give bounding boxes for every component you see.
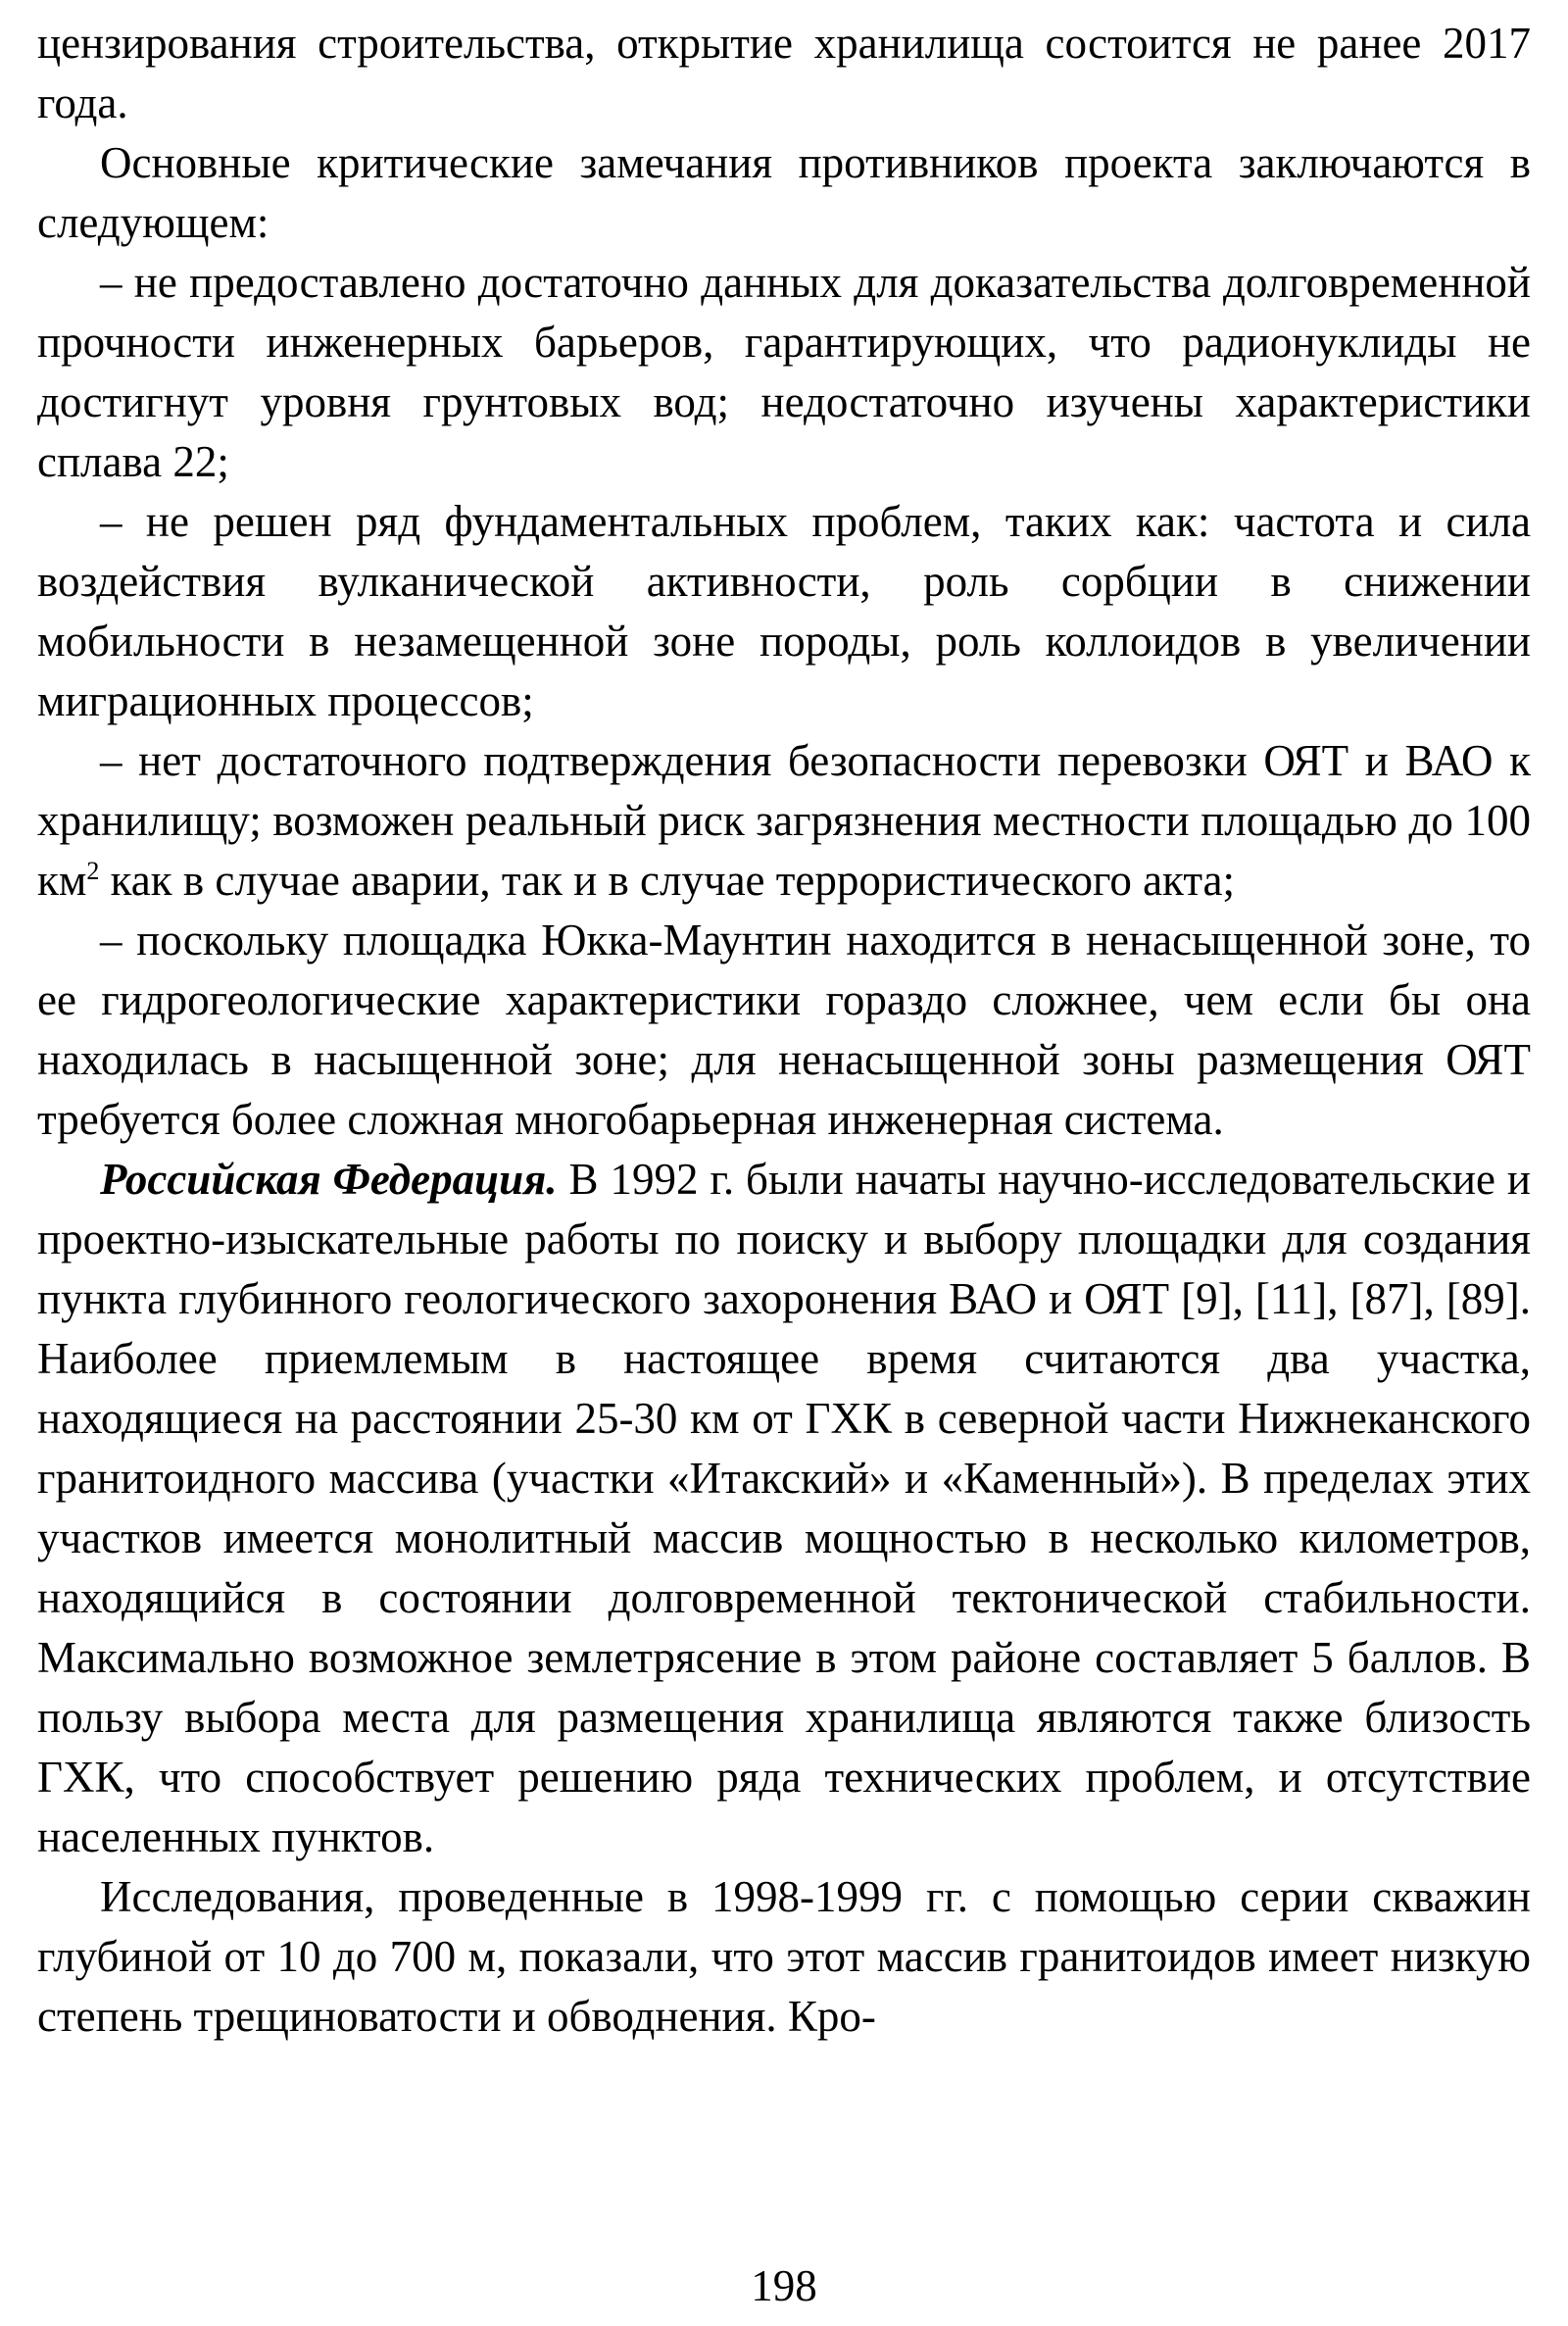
paragraph-text: – не решен ряд фундаментальных проблем, таких как: частота и сила воздействия вулканической активности, роль сорбции в снижении мобильности в незамещенной зоне породы, роль коллоидов в увеличении миграционных процессов; — [37, 497, 1531, 725]
paragraph-text: В 1992 г. были начаты научно-исследовательские и проектно-изыскательные работы по поиску и выбору площадки для создания пункта глубинного геологического захоронения ВАО и ОЯТ [9], [11], [87], [89]. Наиболее приемлемым в настоящее время считаются два участка, находящиеся на расстоянии 25-30 км от ГХК в северной части Нижнеканского гранитоидного массива (участки «Итакский» и «Каменный»). В пределах этих участков имеется монолитный массив мощностью в несколько километров, находящийся в состоянии долговременной тектонической стабильности. Максимально возможное землетрясение в этом районе составляет 5 баллов. В пользу выбора места для размещения хранилища являются также близость ГХК, что способствует решению ряда технических проблем, и отсутствие населенных пунктов. — [37, 1155, 1531, 1861]
section-lead-heading: Российская Федерация. — [100, 1155, 558, 1204]
paragraph-text: Исследования, проведенные в 1998-1999 гг. с помощью серии скважин глубиной от 10 до 700 м, показали, что этот массив гранитоидов имеет низкую степень трещиноватости и обводнения. Кро- — [37, 1872, 1531, 2041]
document-page — [37, 14, 1531, 2047]
paragraph-continuation — [37, 14, 1531, 133]
list-item-unsaturated-zone — [37, 911, 1531, 1150]
list-item-transport-safety — [37, 731, 1531, 911]
paragraph-text: Основные критические замечания противников проекта заключаются в следующем: — [37, 138, 1531, 247]
paragraph-research — [37, 1867, 1531, 2047]
list-item-fundamental-problems — [37, 492, 1531, 731]
superscript-exponent: 2 — [86, 857, 100, 885]
paragraph-text-before-superscript: – нет достаточного подтверждения безопасности перевозки ОЯТ и ВАО к хранилищу; возможен реальный риск загрязнения местности площадью до 100 км — [37, 736, 1531, 905]
paragraph-text: цензирования строительства, открытие хранилища состоится не ранее 2017 года. — [37, 19, 1531, 127]
paragraph-text-after-superscript: как в случае аварии, так и в случае террористического акта; — [99, 856, 1236, 905]
paragraph-russian-federation — [37, 1150, 1531, 1867]
paragraph-criticism-intro — [37, 133, 1531, 253]
page-number: 198 — [751, 2261, 817, 2310]
paragraph-text: – поскольку площадка Юкка-Маунтин находится в ненасыщенной зоне, то ее гидрогеологические характеристики гораздо сложнее, чем если бы она находилась в насыщенной зоне; для ненасыщенной зоны размещения ОЯТ требуется более сложная многобарьерная инженерная система. — [37, 916, 1531, 1144]
paragraph-text: – не предоставлено достаточно данных для доказательства долговременной прочности инженерных барьеров, гарантирующих, что радионуклиды не достигнут уровня грунтовых вод; недостаточно изучены характеристики сплава 22; — [37, 258, 1531, 486]
list-item-barriers — [37, 253, 1531, 492]
